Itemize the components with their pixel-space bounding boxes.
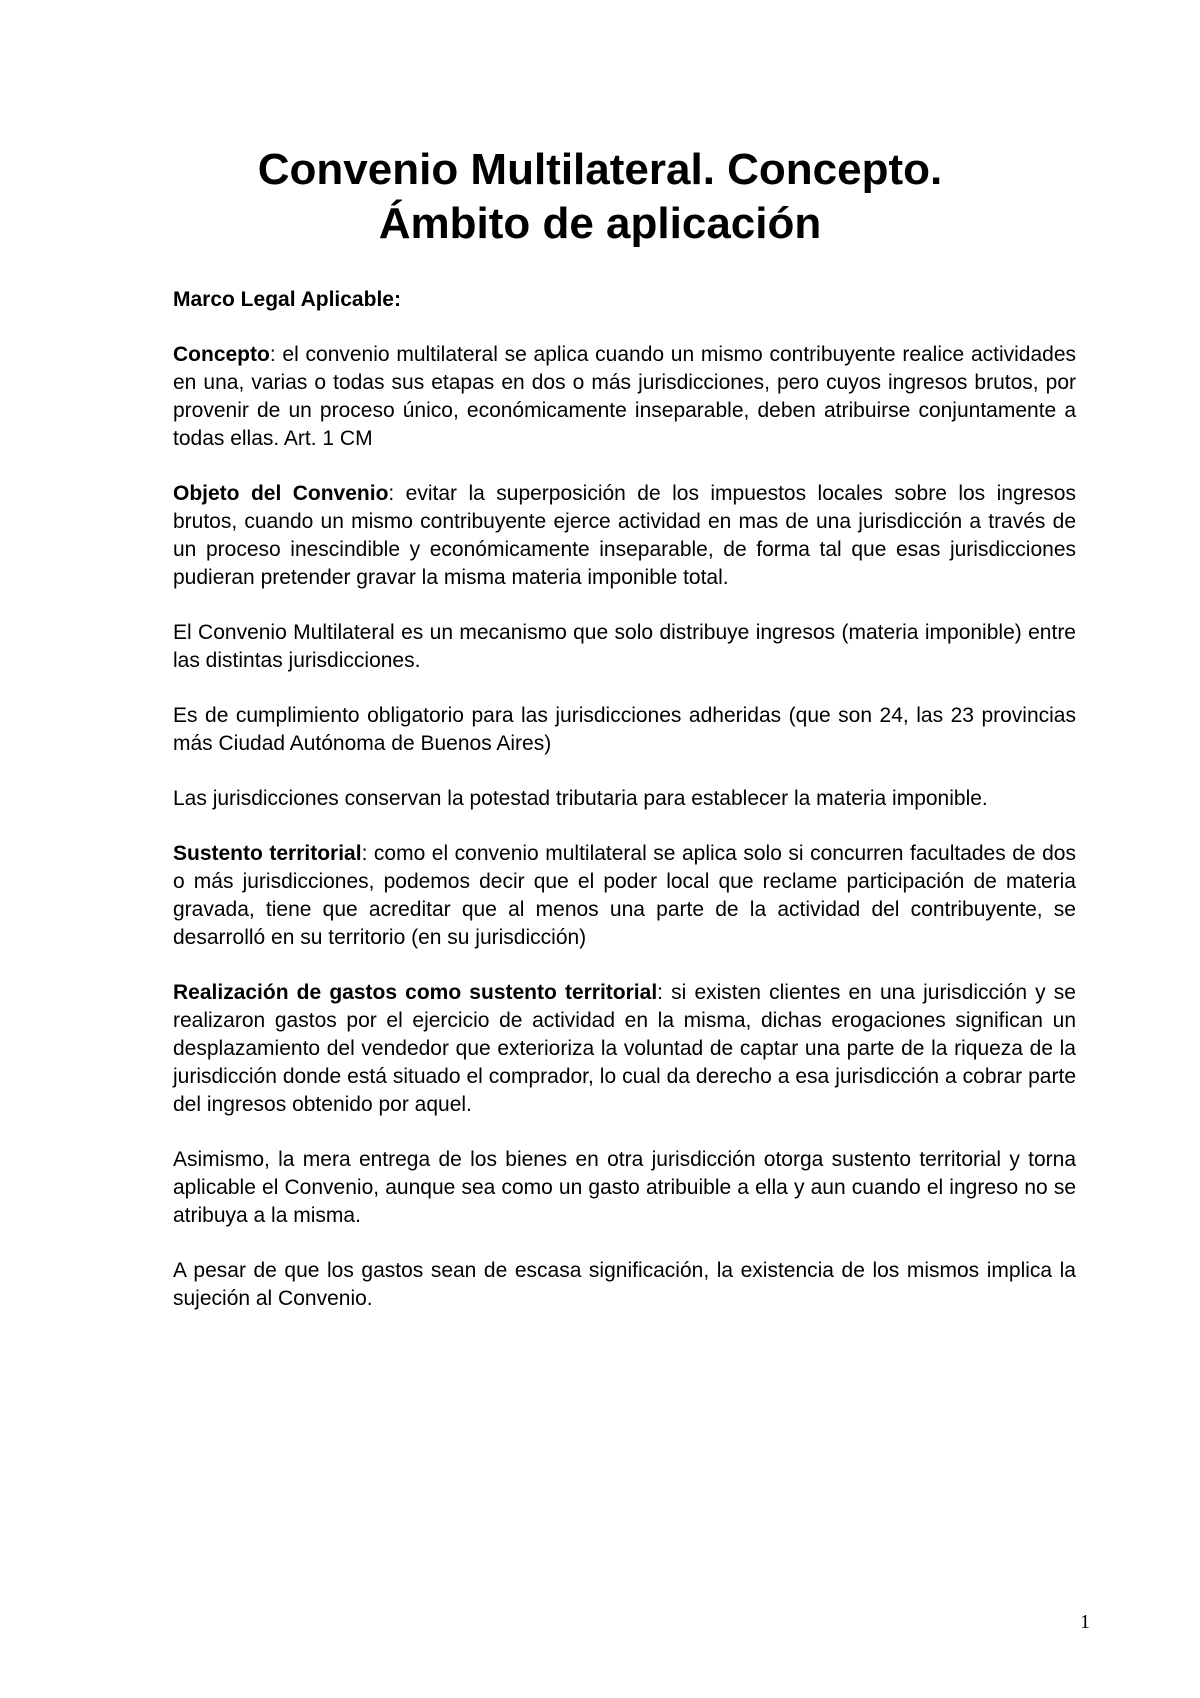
paragraph-cumplimiento (173, 702, 1076, 758)
paragraph-text: Las jurisdicciones conservan la potestad tributaria para establecer la materia imponible. (173, 787, 988, 810)
paragraph-text: : evitar la superposición de los impuestos locales sobre los ingresos brutos, cuando un mismo contribuyente ejerce actividad en mas de una jurisdicción a través de un proceso inescindible y económicamente inseparable, de forma tal que esas jurisdicciones pudieran pretender gravar la misma materia imponible total. (173, 482, 1076, 589)
paragraph-entrega (173, 1146, 1076, 1230)
paragraph-text: Es de cumplimiento obligatorio para las jurisdicciones adheridas (que son 24, las 23 provincias más Ciudad Autónoma de Buenos Aires) (173, 704, 1076, 755)
paragraph-objeto (173, 480, 1076, 592)
paragraph-text: El Convenio Multilateral es un mecanismo que solo distribuye ingresos (materia imponible) entre las distintas jurisdicciones. (173, 621, 1076, 672)
document-title (100, 143, 1100, 251)
paragraph-potestad (173, 785, 1076, 813)
paragraph-term: Objeto del Convenio (173, 482, 389, 505)
title-line-2: Ámbito de aplicación (378, 199, 822, 248)
paragraph-mecanismo (173, 619, 1076, 675)
paragraph-escasa (173, 1257, 1076, 1313)
paragraph-text: : como el convenio multilateral se aplica solo si concurren facultades de dos o más jurisdicciones, podemos decir que el poder local que reclame participación de materia gravada, tiene que acreditar que al menos una parte de la actividad del contribuyente, se desarrolló en su territorio (en su jurisdicción) (173, 842, 1076, 949)
section-heading: Marco Legal Aplicable: (173, 288, 401, 311)
paragraph-text: : el convenio multilateral se aplica cuando un mismo contribuyente realice actividades en una, varias o todas sus etapas en dos o más jurisdicciones, pero cuyos ingresos brutos, por provenir de un proceso único, económicamente inseparable, deben atribuirse conjuntamente a todas ellas. Art. 1 CM (173, 343, 1076, 450)
paragraph-sustento (173, 840, 1076, 952)
paragraph-term: Concepto (173, 343, 270, 366)
paragraph-concepto (173, 341, 1076, 453)
title-line-1: Convenio Multilateral. Concepto. (257, 145, 943, 194)
document-body (173, 286, 1076, 1340)
page-number: 1 (1080, 1611, 1090, 1633)
paragraph-text: A pesar de que los gastos sean de escasa significación, la existencia de los mismos implica la sujeción al Convenio. (173, 1259, 1076, 1310)
paragraph-term: Sustento territorial (173, 842, 362, 865)
paragraph-term: Realización de gastos como sustento territorial (173, 981, 658, 1004)
paragraph-text: Asimismo, la mera entrega de los bienes en otra jurisdicción otorga sustento territorial y torna aplicable el Convenio, aunque sea como un gasto atribuible a ella y aun cuando el ingreso no se atribuya a la misma. (173, 1148, 1076, 1227)
paragraph-text: : si existen clientes en una jurisdicción y se realizaron gastos por el ejercicio de actividad en la misma, dichas erogaciones significan un desplazamiento del vendedor que exterioriza la voluntad de captar una parte de la riqueza de la jurisdicción donde está situado el comprador, lo cual da derecho a esa jurisdicción a cobrar parte del ingresos obtenido por aquel. (173, 981, 1076, 1116)
paragraph-gastos (173, 979, 1076, 1119)
